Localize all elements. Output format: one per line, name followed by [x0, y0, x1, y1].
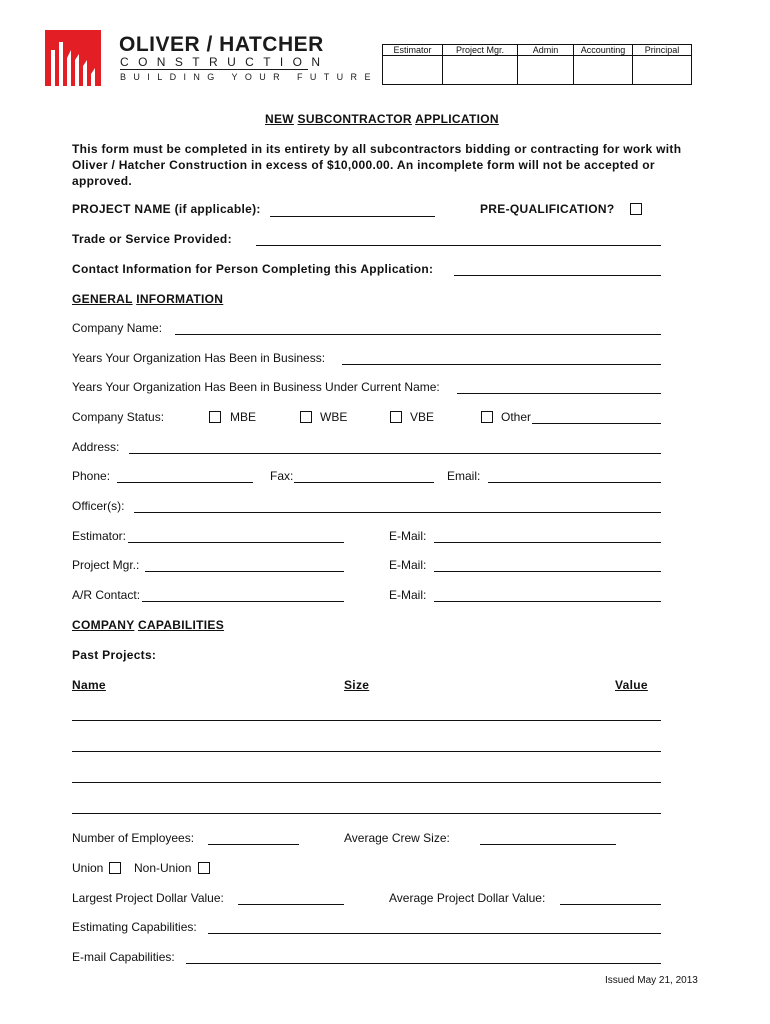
- status-vbe-checkbox[interactable]: [390, 411, 402, 423]
- routing-cell-principal[interactable]: [633, 56, 692, 85]
- status-other-field[interactable]: [532, 409, 661, 424]
- capabilities-heading-2: CAPABILITIES: [137, 618, 225, 632]
- general-heading-1: GENERAL: [72, 292, 133, 306]
- email-field[interactable]: [488, 468, 661, 483]
- routing-cell-estimator[interactable]: [383, 56, 443, 85]
- project-name-field[interactable]: [270, 202, 435, 217]
- intro-paragraph: This form must be completed in its entirety by all subcontractors bidding or contracting for work with Oliver / Hatcher Construction in excess of $10,000.00. An incomplete form will not be accepted or approved.: [72, 142, 682, 188]
- capabilities-heading: [72, 618, 224, 632]
- company-name-label: Company Name:: [72, 321, 163, 335]
- years-current-field[interactable]: [457, 379, 661, 394]
- crew-size-label: Average Crew Size:: [344, 831, 450, 845]
- trade-field[interactable]: [256, 231, 661, 246]
- company-name-field[interactable]: [175, 320, 661, 335]
- general-heading-2: INFORMATION: [136, 292, 224, 306]
- email-label: Email:: [447, 469, 481, 483]
- estimator-email-field[interactable]: [434, 528, 661, 543]
- general-info-heading: [72, 292, 223, 306]
- years-field[interactable]: [342, 350, 661, 365]
- estimating-label: Estimating Capabilities:: [72, 920, 197, 934]
- past-projects-name-header: Name: [72, 678, 106, 692]
- union-label: Union: [72, 861, 104, 875]
- ar-contact-email-label: E-Mail:: [389, 588, 427, 602]
- estimator-email-label: E-Mail:: [389, 529, 427, 543]
- past-project-row-3[interactable]: [72, 782, 661, 783]
- crew-size-field[interactable]: [480, 830, 616, 845]
- employees-label: Number of Employees:: [72, 831, 195, 845]
- address-label: Address:: [72, 440, 120, 454]
- logo-tagline: BUILDING YOUR FUTURE: [120, 72, 378, 82]
- project-mgr-email-field[interactable]: [434, 557, 661, 572]
- years-current-label: Years Your Organization Has Been in Business Under Current Name:: [72, 380, 440, 394]
- routing-cell-project-mgr[interactable]: [443, 56, 518, 85]
- officers-label: Officer(s):: [72, 499, 125, 513]
- email-capabilities-field[interactable]: [186, 949, 661, 964]
- ar-contact-email-field[interactable]: [434, 587, 661, 602]
- status-mbe-checkbox[interactable]: [209, 411, 221, 423]
- estimating-field[interactable]: [208, 919, 661, 934]
- estimator-field[interactable]: [128, 528, 344, 543]
- routing-header-estimator: Estimator: [383, 45, 443, 56]
- past-projects-label: Past Projects:: [72, 648, 157, 662]
- past-projects-value-header: Value: [615, 678, 648, 692]
- non-union-checkbox[interactable]: [198, 862, 210, 874]
- largest-value-field[interactable]: [238, 890, 344, 905]
- union-checkbox[interactable]: [109, 862, 121, 874]
- issued-date: Issued May 21, 2013: [605, 975, 698, 986]
- address-field[interactable]: [129, 439, 661, 454]
- project-mgr-email-label: E-Mail:: [389, 558, 427, 572]
- logo-divider: [120, 69, 308, 70]
- contact-label: Contact Information for Person Completing this Application:: [72, 262, 434, 276]
- status-wbe-checkbox[interactable]: [300, 411, 312, 423]
- estimator-label: Estimator:: [72, 529, 127, 543]
- prequalification-label: PRE-QUALIFICATION?: [480, 202, 615, 216]
- fax-field[interactable]: [294, 468, 434, 483]
- routing-header-accounting: Accounting: [574, 45, 633, 56]
- routing-signoff-table: [382, 44, 692, 85]
- status-other-label: Other: [501, 410, 532, 424]
- routing-header-principal: Principal: [633, 45, 692, 56]
- ar-contact-field[interactable]: [142, 587, 344, 602]
- phone-field[interactable]: [117, 468, 253, 483]
- title-application: APPLICATION: [415, 112, 499, 126]
- project-mgr-field[interactable]: [145, 557, 344, 572]
- project-name-label: PROJECT NAME (if applicable):: [72, 202, 261, 216]
- past-project-row-2[interactable]: [72, 751, 661, 752]
- form-title: [265, 112, 499, 126]
- officers-field[interactable]: [134, 498, 661, 513]
- contact-field[interactable]: [454, 261, 661, 276]
- routing-cell-admin[interactable]: [518, 56, 574, 85]
- title-subcontractor: SUBCONTRACTOR: [297, 112, 412, 126]
- past-projects-size-header: Size: [344, 678, 370, 692]
- capabilities-heading-1: COMPANY: [72, 618, 135, 632]
- average-value-label: Average Project Dollar Value:: [389, 891, 546, 905]
- routing-header-admin: Admin: [518, 45, 574, 56]
- title-new: NEW: [265, 112, 294, 126]
- ar-contact-label: A/R Contact:: [72, 588, 141, 602]
- average-value-field[interactable]: [560, 890, 661, 905]
- status-mbe-label: MBE: [230, 410, 257, 424]
- company-logo-mark: [45, 30, 101, 86]
- non-union-label: Non-Union: [134, 861, 192, 875]
- fax-label: Fax:: [270, 469, 294, 483]
- status-wbe-label: WBE: [320, 410, 348, 424]
- company-status-label: Company Status:: [72, 410, 165, 424]
- past-project-row-1[interactable]: [72, 720, 661, 721]
- years-label: Years Your Organization Has Been in Business:: [72, 351, 326, 365]
- logo-company-name: OLIVER / HATCHER: [119, 33, 324, 56]
- routing-cell-accounting[interactable]: [574, 56, 633, 85]
- largest-value-label: Largest Project Dollar Value:: [72, 891, 224, 905]
- employees-field[interactable]: [208, 830, 299, 845]
- phone-label: Phone:: [72, 469, 111, 483]
- status-other-checkbox[interactable]: [481, 411, 493, 423]
- past-project-row-4[interactable]: [72, 813, 661, 814]
- prequalification-checkbox[interactable]: [630, 203, 642, 215]
- email-capabilities-label: E-mail Capabilities:: [72, 950, 175, 964]
- logo-construction: CONSTRUCTION: [120, 55, 330, 69]
- status-vbe-label: VBE: [410, 410, 435, 424]
- routing-header-project-mgr: Project Mgr.: [443, 45, 518, 56]
- project-mgr-label: Project Mgr.:: [72, 558, 140, 572]
- trade-label: Trade or Service Provided:: [72, 232, 232, 246]
